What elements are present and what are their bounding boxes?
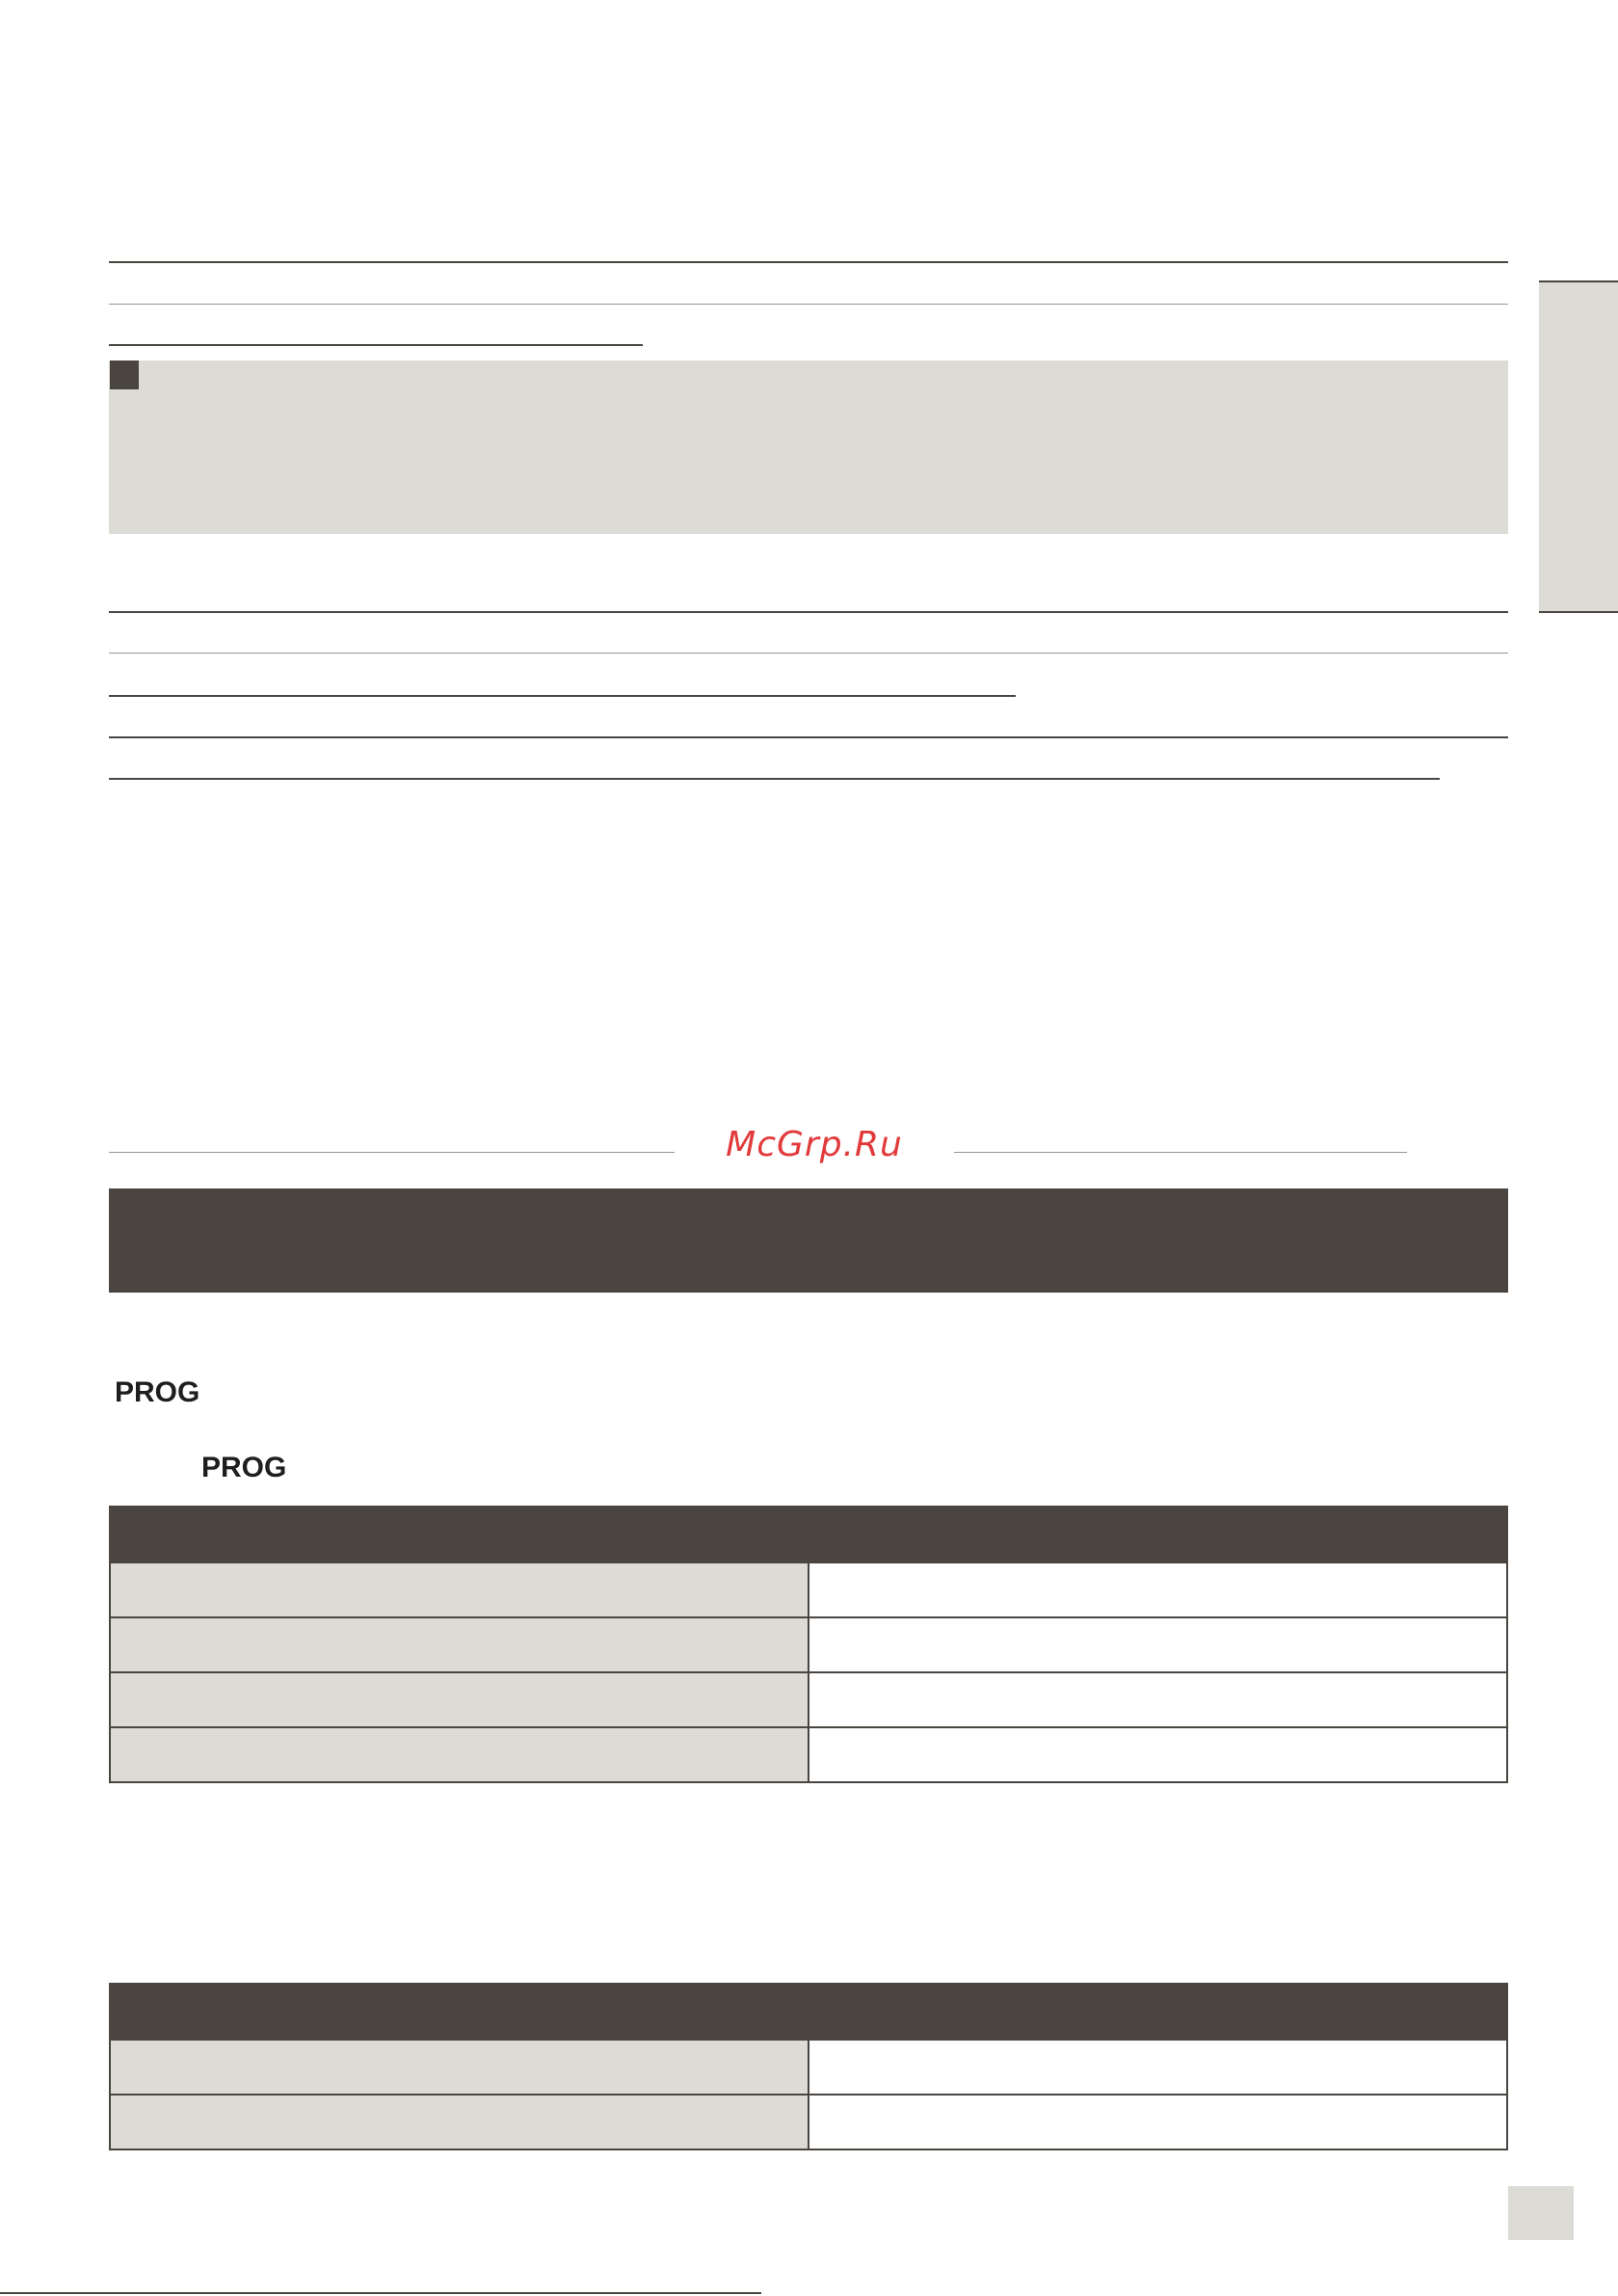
rule-line <box>109 611 1508 613</box>
rule-line <box>109 304 1508 305</box>
watermark: McGrp.Ru <box>675 1125 954 1164</box>
note-marker-icon <box>110 360 139 389</box>
section-banner <box>109 1188 1508 1293</box>
table-row <box>110 2095 1507 2149</box>
table-key-cell <box>110 2040 809 2095</box>
rule-line <box>109 261 1508 263</box>
table-value-cell <box>809 1562 1507 1617</box>
table-value-cell <box>809 1617 1507 1672</box>
rule-line <box>109 778 1440 780</box>
table-key-cell <box>110 1617 809 1672</box>
footer-rule <box>0 2292 761 2294</box>
rule-line <box>109 344 643 346</box>
table-key-cell <box>110 2095 809 2149</box>
rule-line <box>109 695 1016 697</box>
table-header-row <box>110 1507 1507 1562</box>
rule-line <box>109 736 1508 738</box>
table-row <box>110 1562 1507 1617</box>
prog-label: PROG <box>115 1376 200 1408</box>
prog-label: PROG <box>201 1452 287 1483</box>
table-header-row <box>110 1984 1507 2040</box>
table-key-cell <box>110 1672 809 1727</box>
note-box <box>109 360 1508 534</box>
side-tab <box>1539 280 1618 613</box>
table-header <box>110 1984 1507 2040</box>
spec-table-2 <box>109 1983 1508 2150</box>
page-number-box <box>1508 2186 1574 2240</box>
table-value-cell <box>809 2095 1507 2149</box>
table-row <box>110 1672 1507 1727</box>
rule-line <box>109 653 1508 654</box>
table-value-cell <box>809 2040 1507 2095</box>
table-row <box>110 2040 1507 2095</box>
table-row <box>110 1727 1507 1782</box>
table-key-cell <box>110 1727 809 1782</box>
table-key-cell <box>110 1562 809 1617</box>
table-row <box>110 1617 1507 1672</box>
table-header <box>110 1507 1507 1562</box>
table-value-cell <box>809 1672 1507 1727</box>
table-value-cell <box>809 1727 1507 1782</box>
spec-table-1 <box>109 1506 1508 1783</box>
